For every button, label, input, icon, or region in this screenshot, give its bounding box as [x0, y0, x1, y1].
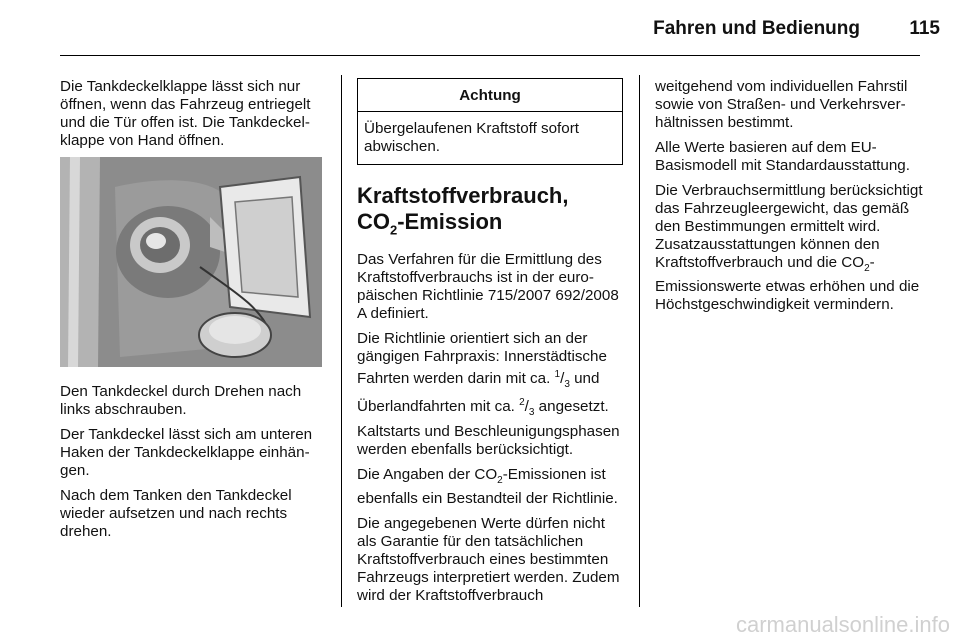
caution-box [357, 78, 623, 165]
fraction2-denominator: 3 [528, 407, 535, 419]
paragraph-co2-data [357, 466, 625, 508]
weight-text-2: -Emissionswerte etwas erhöhen und die Höchstgeschwindigkeit vermindern. [655, 254, 920, 314]
driving-text-3: angesetzt. Kaltstarts und Beschleunigungsphasen werden ebenfalls berücksichtigt. [357, 398, 620, 458]
fraction1-numerator: 1 [554, 369, 561, 381]
paragraph-driving-style: weitgehend vom individuellen Fahrstil sowie von Straßen- und Verkehrsverhältnissen bestimmt. [655, 78, 908, 131]
caution-text: Übergelaufenen Kraftstoff sofort abwischen. [364, 120, 580, 155]
driving-text-1: Die Richtlinie orientiert sich an der gängigen Fahrpraxis: Innerstädtische Fahrten werden darin mit ca. [357, 330, 607, 388]
fuel-filler-illustration [60, 157, 322, 367]
co2-text-1: Die Angaben der CO [357, 465, 498, 483]
page-header-title: Fahren und Bedienung [653, 18, 860, 39]
column-right [655, 78, 923, 321]
section-heading [357, 183, 625, 243]
column-left [60, 78, 328, 548]
page-number: 115 [909, 18, 940, 39]
paragraph-base-model: Alle Werte basieren auf dem EU-Basismodell mit Standardausstattung. [655, 139, 910, 174]
heading-co: CO [357, 209, 390, 234]
paragraph-guarantee: Die angegebenen Werte dürfen nicht als Garantie für den tatsächlichen Kraftstoffverbrauch eines bestimmten Fahrzeugs interpretiert werden. Zudem wird der Kraftstoffverbrauch [357, 514, 620, 604]
column-divider-1 [341, 75, 342, 607]
weight-text-1: Die Verbrauchsermittlung berücksichtigt das Fahrzeugleergewicht, das gemäß den Bestimmungen ermittelt wird. Zusatzausstattungen können den Kraftstoffverbrauch und die CO [655, 182, 923, 271]
fraction1-denominator: 3 [564, 379, 570, 391]
column-middle [357, 78, 625, 612]
co2-subscript: 2 [497, 474, 503, 486]
fuel-cap-image [60, 157, 322, 367]
paragraph-driving-practice: Die Richtlinie orientiert sich an der gängigen Fahrpraxis: Innerstädtische Fahrten werden darin mit ca. $^1/_3$ und Überlandfahrten mit ca. $^2/_3$ angesetzt. Kaltstarts und Beschleunigungsphasen werden ebenfalls berücksichtigt. [357, 330, 620, 458]
paragraph-unscrew: Den Tankdeckel durch Drehen nach links abschrauben. [60, 383, 302, 418]
column-divider-2 [639, 75, 640, 607]
header-divider [60, 55, 920, 56]
paragraph-intro: Die Tankdeckelklappe lässt sich nur öffnen, wenn das Fahrzeug entriegelt und die Tür offen ist. Die Tankdeckelklappe von Hand öffnen. [60, 78, 311, 149]
driving-text-2: und Überlandfahrten mit ca. [357, 370, 600, 416]
heading-line1: Kraftstoffverbrauch, [357, 183, 569, 208]
co2-subscript-right: 2 [864, 263, 870, 275]
paragraph-refit: Nach dem Tanken den Tankdeckel wieder aufsetzen und nach rechts drehen. [60, 487, 292, 540]
heading-co2-subscript: 2 [390, 222, 398, 238]
fraction2-numerator: 2 [519, 397, 525, 409]
paragraph-weight [655, 182, 923, 314]
paragraph-hook: Der Tankdeckel lässt sich am unteren Haken der Tankdeckelklappe einhängen. [60, 426, 313, 479]
heading-emission: -Emission [397, 209, 503, 234]
paragraph-procedure: Das Verfahren für die Ermittlung des Kraftstoffverbrauchs ist in der europäischen Richtlinie 715/2007 692/2008 A definiert. [357, 251, 619, 323]
co2-text-2: -Emissionen ist ebenfalls ein Bestandteil der Richtlinie. [357, 465, 618, 507]
caution-title: Achtung [358, 79, 622, 112]
watermark: carmanualsonline.info [735, 612, 950, 637]
